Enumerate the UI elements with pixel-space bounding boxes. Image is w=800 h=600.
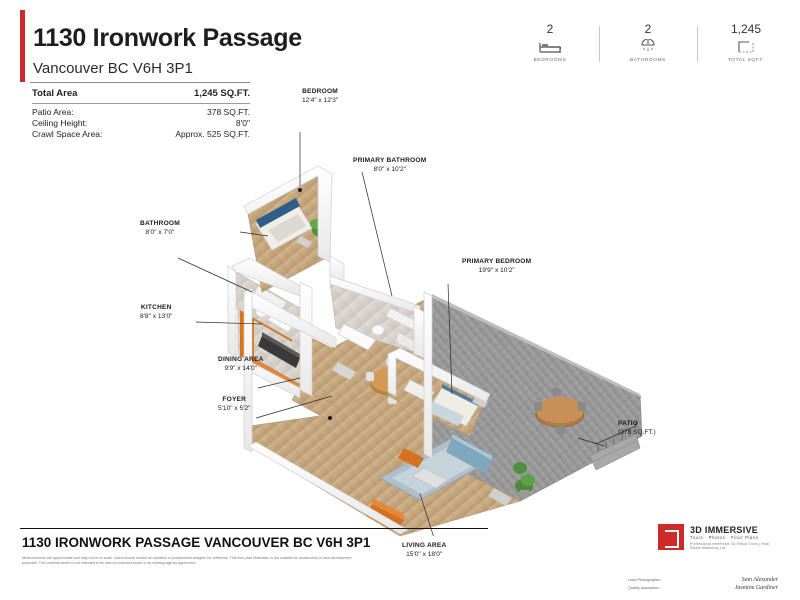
spec-value: Approx. 525 SQ.FT. xyxy=(175,129,250,139)
footer-address: 1130 IRONWORK PASSAGE xyxy=(22,535,201,550)
room-label-foyer: FOYER 5'10" x 5'2" xyxy=(218,396,251,412)
logo-name: 3D IMMERSIVE xyxy=(690,525,759,535)
logo-tagline: Tours · Photos · Floor Plans xyxy=(690,535,759,540)
spec-value: 8'0" xyxy=(235,118,250,128)
signature-name: Sam Alexander xyxy=(741,577,778,583)
stat-label: BEDROOMS xyxy=(533,58,567,63)
stats-bar xyxy=(514,22,782,63)
shower-icon xyxy=(612,36,684,58)
footer-divider xyxy=(20,528,488,529)
signature-block xyxy=(628,576,778,592)
signature-label: Lead Photographer: xyxy=(628,578,662,582)
stat-label: BATHROOMS xyxy=(630,58,666,63)
stat-value: 2 xyxy=(644,22,652,36)
stat-label: TOTAL SQFT. xyxy=(727,58,765,63)
logo-subtitle: Professional Immersive 3D Virtual Tours | Real Estate Marketing Ltd. xyxy=(690,542,770,550)
footer-city: VANCOUVER BC V6H 3P1 xyxy=(200,535,371,550)
room-label-dining-area: DINING AREA 9'9" x 14'0" xyxy=(218,356,264,372)
company-logo xyxy=(658,524,778,562)
room-label-primary-bedroom: PRIMARY BEDROOM 19'9" x 10'2" xyxy=(462,258,532,274)
room-label-kitchen: KITCHEN 8'8" x 13'0" xyxy=(140,304,173,320)
signature-row-qa xyxy=(628,584,778,592)
signature-label: Quality Assurance: xyxy=(628,586,660,590)
room-label-patio: PATIO (378 SQ.FT.) xyxy=(618,420,656,436)
leader-dot xyxy=(328,416,332,420)
stat-value: 2 xyxy=(546,22,554,36)
spec-label: Patio Area: xyxy=(32,107,74,117)
signature-row-photographer xyxy=(628,576,778,584)
spec-total-label: Total Area xyxy=(32,88,78,99)
stat-bedrooms xyxy=(514,22,586,63)
leader-dot xyxy=(298,188,302,192)
stat-value: 1,245 xyxy=(730,22,762,36)
spec-total-value: 1,245 SQ.FT. xyxy=(194,88,250,99)
footer-title xyxy=(22,535,370,550)
stat-divider xyxy=(599,26,600,62)
disclaimer-text: Measurements are approximate and may not be to scale. Users should contact an architect or professional designer for reference. This floor plan illustration is not suitable for construction or land development purposes. The contents herein is not intended to be used to contract breach of an existing agency agreement. xyxy=(22,556,352,566)
room-label-bathroom: BATHROOM 8'0" x 7'0" xyxy=(140,220,180,236)
room-label-bedroom: BEDROOM 12'4" x 12'3" xyxy=(302,88,339,104)
page-title: 1130 Ironwork Passage xyxy=(33,24,302,52)
stat-divider xyxy=(697,26,698,62)
area-icon xyxy=(710,36,782,58)
room-label-living-area: LIVING AREA 15'0" x 18'0" xyxy=(402,542,447,558)
header-divider xyxy=(30,82,250,83)
spec-label: Ceiling Height: xyxy=(32,118,88,128)
room-label-primary-bathroom: PRIMARY BATHROOM 8'0" x 10'2" xyxy=(353,157,427,173)
logo-mark-icon xyxy=(658,524,684,550)
bed-icon xyxy=(514,36,586,58)
header xyxy=(0,0,800,139)
stat-bathrooms xyxy=(612,22,684,63)
accent-bar xyxy=(20,10,25,82)
page-subtitle: Vancouver BC V6H 3P1 xyxy=(33,60,193,77)
stat-sqft xyxy=(710,22,782,63)
signature-name: Jasmine Gardiner xyxy=(734,585,778,591)
spec-value: 378 SQ.FT. xyxy=(207,107,250,117)
spec-label: Crawl Space Area: xyxy=(32,129,103,139)
